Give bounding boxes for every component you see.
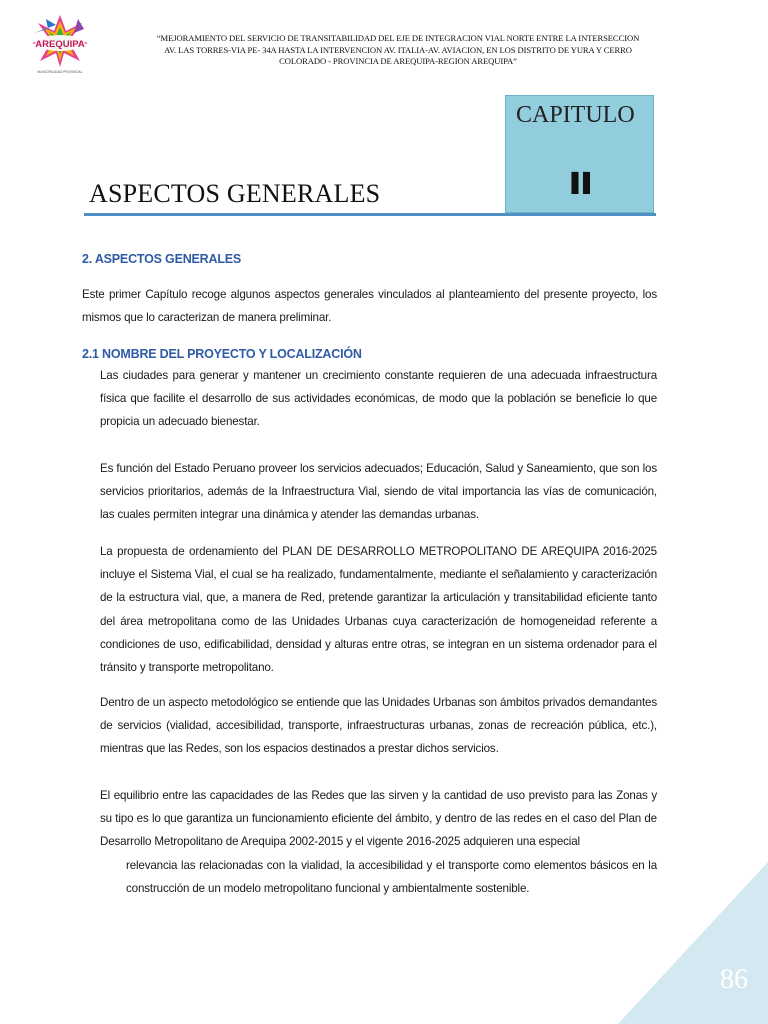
intro-paragraph: Este primer Capítulo recoge algunos aspectos generales vinculados al planteamiento del presente proyecto, los mismos que lo caracterizan de manera preliminar. bbox=[82, 288, 657, 325]
logo-wordmark: AREQUIPA bbox=[35, 39, 85, 50]
title-rule bbox=[84, 213, 656, 216]
page-number: 86 bbox=[720, 964, 748, 995]
project-header bbox=[118, 33, 678, 68]
header-line-2: AV. LAS TORRES-VIA PE- 34A HASTA LA INTERVENCION AV. ITALIA-AV. AVIACION, EN LOS DISTRITO DE YURA Y CERRO bbox=[164, 44, 632, 55]
paragraph-1: Las ciudades para generar y mantener un crecimiento constante requieren de una adecuada infraestructura física que facilite el desarrollo de sus actividades económicas, de modo que la población se beneficie lo que propicia un adecuado bienestar. bbox=[100, 369, 657, 429]
corner-decoration bbox=[618, 862, 768, 1024]
section-heading-2-1: 2.1 NOMBRE DEL PROYECTO Y LOCALIZACIÓN bbox=[82, 347, 362, 361]
header-line-3: COLORADO - PROVINCIA DE AREQUIPA-REGION AREQUIPA” bbox=[279, 56, 517, 66]
arequipa-logo bbox=[28, 14, 92, 76]
paragraph-4: Dentro de un aspecto metodológico se entiende que las Unidades Urbanas son ámbitos privados demandantes de servicios (vialidad, accesibilidad, transporte, infraestructuras urbanas, zonas de recreación pública, etc.), mientras que las Redes, son los espacios destinados a prestar dichos servicios. bbox=[100, 696, 657, 756]
chapter-number: II bbox=[568, 167, 591, 202]
paragraph-2: Es función del Estado Peruano proveer los servicios adecuados; Educación, Salud y Saneamiento, que son los servicios prioritarios, además de la Infraestructura Vial, siendo de vital importancia las vías de comunicación, las cuales permiten integrar una dinámica y atender las demandas urbanas. bbox=[100, 462, 657, 522]
page-title: ASPECTOS GENERALES bbox=[89, 179, 381, 208]
paragraph-5: El equilibrio entre las capacidades de las Redes que las sirven y la cantidad de uso previsto para las Zonas y su tipo es lo que garantiza un funcionamiento eficiente del ámbito, y dentro de las redes en el caso del Plan de Desarrollo Metropolitano de Arequipa 2002-2015 y el vigente 2016-2025 adquieren una especial bbox=[100, 789, 657, 849]
paragraph-3: La propuesta de ordenamiento del PLAN DE DESARROLLO METROPOLITANO DE AREQUIPA 2016-2025 incluye el Sistema Vial, el cual se ha realizado, fundamentalmente, mediante el señalamiento y caracterización de la estructura vial, que, a manera de Red, pretende garantizar la articulación y transitabilidad eficiente tanto del área metropolitana como de las Unidades Urbanas cuya caracterización de homogeneidad referente a condiciones de uso, edificabilidad, densidad y alturas entre otras, se integran en un sistema ordenador para el tránsito y transporte metropolitano. bbox=[100, 545, 657, 675]
chapter-box bbox=[505, 95, 654, 213]
header-line-1: “MEJORAMIENTO DEL SERVICIO DE TRANSITABILIDAD DEL EJE DE INTEGRACION VIAL NORTE ENTRE LA INTERSECCION bbox=[156, 33, 640, 43]
chapter-label: CAPITULO bbox=[516, 102, 635, 128]
section-heading-2: 2. ASPECTOS GENERALES bbox=[82, 252, 242, 266]
logo-subtext: MUNICIPALIDAD PROVINCIAL bbox=[37, 70, 83, 74]
paragraph-5-continued: relevancia las relacionadas con la vialidad, la accesibilidad y el transporte como elementos básicos en la construcción de un modelo metropolitano funcional y ambientalmente sostenible. bbox=[126, 859, 657, 896]
